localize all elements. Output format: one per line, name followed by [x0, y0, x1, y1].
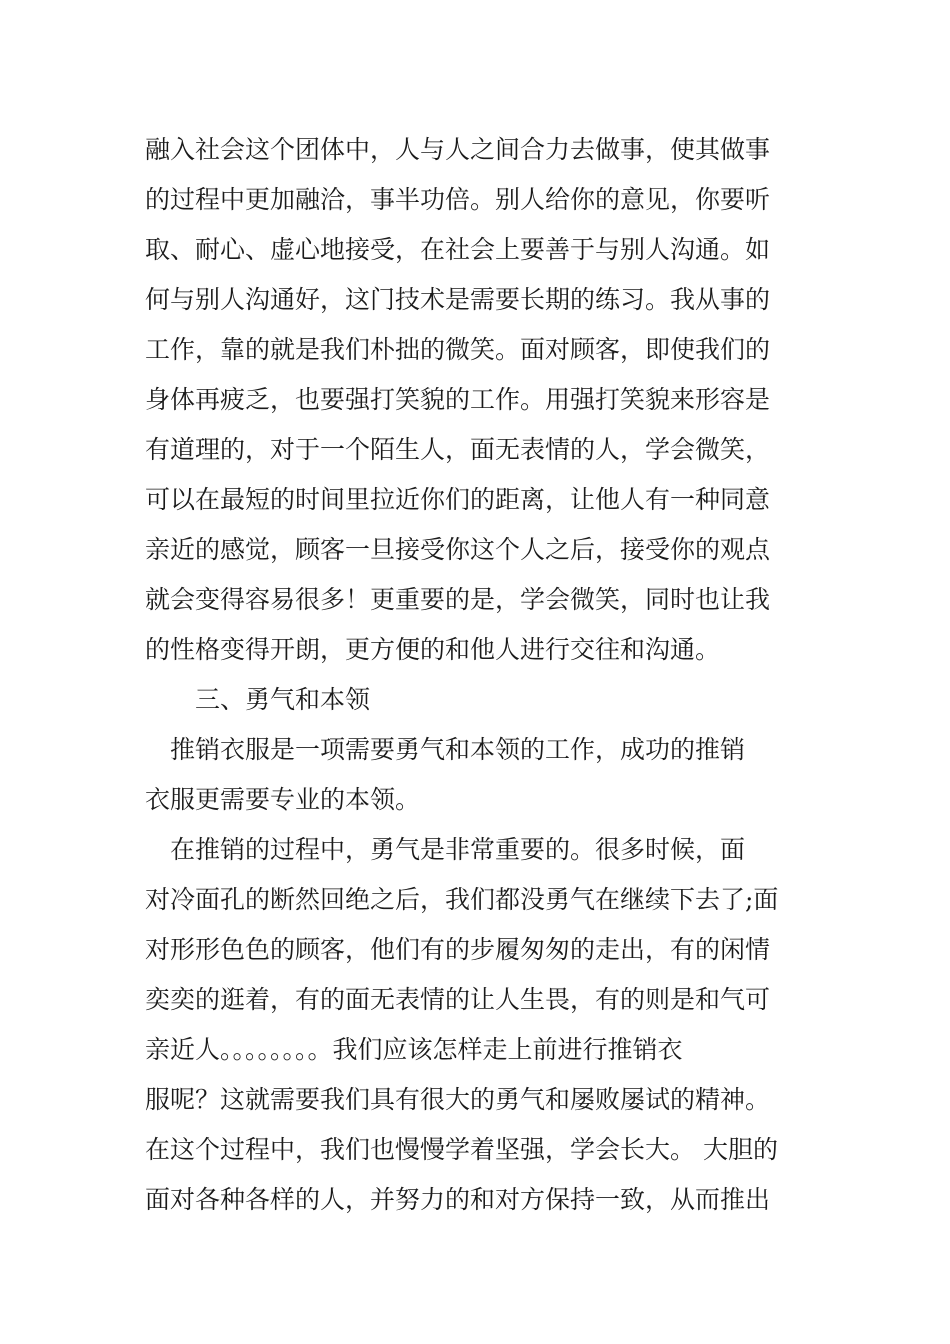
text-line: 就会变得容易很多！更重要的是，学会微笑，同时也让我	[145, 585, 771, 614]
text-line: 的性格变得开朗，更方便的和他人进行交往和沟通。	[145, 635, 721, 664]
text-line: 可以在最短的时间里拉近你们的距离，让他人有一种同意	[145, 485, 771, 514]
text-line: 奕奕的逛着，有的面无表情的让人生畏，有的则是和气可	[145, 985, 771, 1014]
text-line: 取、耐心、虚心地接受，在社会上要善于与别人沟通。如	[145, 235, 771, 264]
text-line: 推销衣服是一项需要勇气和本领的工作，成功的推销	[145, 735, 746, 764]
section-heading: 三、勇气和本领	[195, 685, 371, 714]
text-line: 衣服更需要专业的本领。	[145, 785, 421, 814]
text-line: 工作，靠的就是我们朴拙的微笑。面对顾客，即使我们的	[145, 335, 771, 364]
text-line: 对冷面孔的断然回绝之后，我们都没勇气在继续下去了;面	[145, 885, 779, 914]
text-line: 的过程中更加融洽，事半功倍。别人给你的意见，你要听	[145, 185, 771, 214]
text-line: 面对各种各样的人，并努力的和对方保持一致，从而推出	[145, 1185, 771, 1214]
text-line: 在这个过程中，我们也慢慢学着坚强，学会长大。 大胆的	[145, 1135, 778, 1164]
text-line: 在推销的过程中，勇气是非常重要的。很多时候，面	[145, 835, 746, 864]
text-line: 融入社会这个团体中，人与人之间合力去做事，使其做事	[145, 135, 771, 164]
text-line: 何与别人沟通好，这门技术是需要长期的练习。我从事的	[145, 285, 771, 314]
text-line: 服呢？这就需要我们具有很大的勇气和屡败屡试的精神。	[145, 1085, 771, 1114]
text-line: 对形形色色的顾客，他们有的步履匆匆的走出，有的闲情	[145, 935, 771, 964]
text-line: 身体再疲乏，也要强打笑貌的工作。用强打笑貌来形容是	[145, 385, 771, 414]
text-line: 有道理的，对于一个陌生人，面无表情的人，学会微笑，	[145, 435, 771, 464]
text-line: 亲近人。。。。。。。。我们应该怎样走上前进行推销衣	[145, 1035, 683, 1064]
text-line: 亲近的感觉，顾客一旦接受你这个人之后，接受你的观点	[145, 535, 771, 564]
